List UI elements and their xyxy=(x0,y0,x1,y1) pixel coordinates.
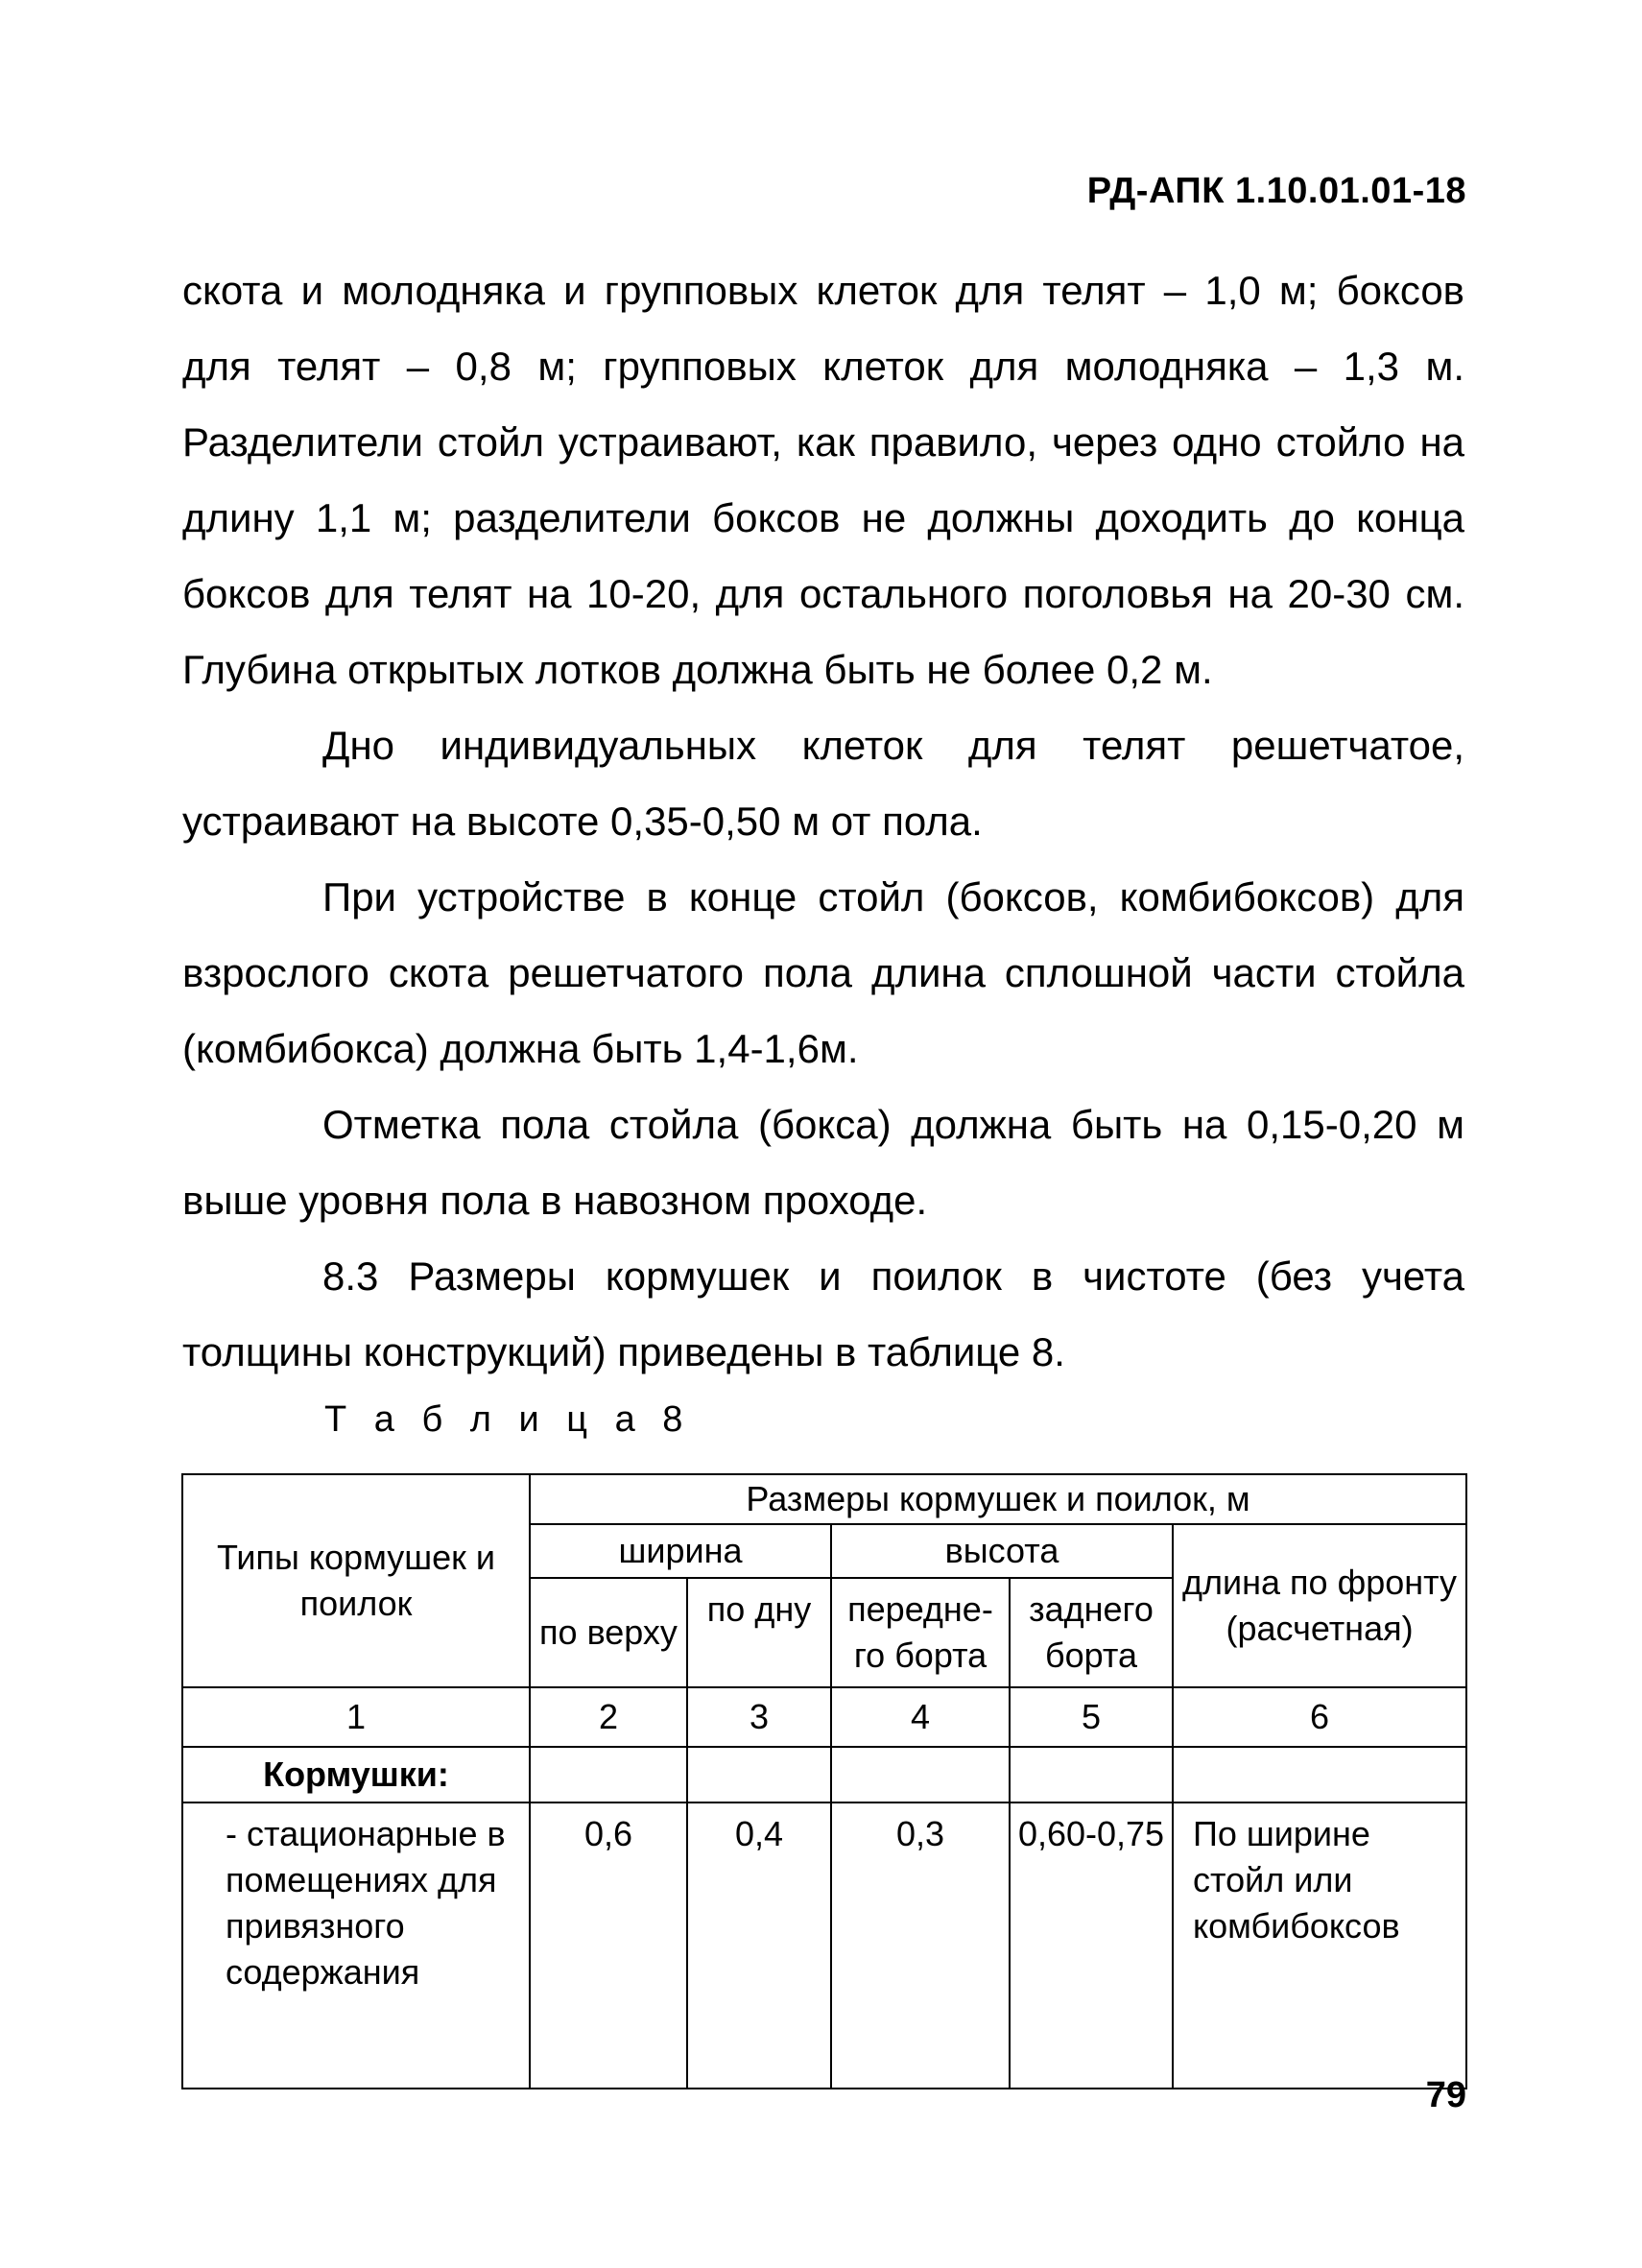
header-height: высота xyxy=(831,1524,1173,1578)
document-code: РД-АПК 1.10.01.01-18 xyxy=(1086,171,1466,211)
empty-cell xyxy=(530,1747,687,1802)
col-number: 4 xyxy=(831,1687,1010,1747)
row-back: 0,60-0,75 xyxy=(1010,1802,1173,2089)
row-type: - стационарные в помещениях для привязного содержания xyxy=(182,1802,530,2089)
empty-cell xyxy=(687,1747,831,1802)
row-bottom: 0,4 xyxy=(687,1802,831,2089)
header-length: длина по фронту (расчетная) xyxy=(1173,1524,1466,1687)
header-bottom: по дну xyxy=(687,1578,831,1687)
row-front: 0,3 xyxy=(831,1802,1010,2089)
header-back: заднего борта xyxy=(1010,1578,1173,1687)
header-group: Размеры кормушек и поилок, м xyxy=(530,1474,1466,1524)
paragraph-2: Дно индивидуальных клеток для телят решетчатое, устраивают на высоте 0,35-0,50 м от пола. xyxy=(182,723,1464,844)
header-width: ширина xyxy=(530,1524,831,1578)
empty-cell xyxy=(1010,1747,1173,1802)
empty-cell xyxy=(831,1747,1010,1802)
paragraph-3: При устройстве в конце стойл (боксов, комбибоксов) для взрослого скота решетчатого пола длина сплошной части стойла (комбибокса) должна быть 1,4-1,6м. xyxy=(182,874,1464,1071)
col-number: 1 xyxy=(182,1687,530,1747)
col-number: 5 xyxy=(1010,1687,1173,1747)
table-8 xyxy=(181,1473,1467,2089)
empty-cell xyxy=(1173,1747,1466,1802)
header-type: Типы кормушек и поилок xyxy=(182,1474,530,1687)
col-number: 6 xyxy=(1173,1687,1466,1747)
col-number: 3 xyxy=(687,1687,831,1747)
row-top: 0,6 xyxy=(530,1802,687,2089)
header-top: по верху xyxy=(530,1578,687,1687)
section-label: Кормушки: xyxy=(182,1747,530,1802)
paragraph-5: 8.3 Размеры кормушек и поилок в чистоте (без учета толщины конструкций) приведены в таблице 8. xyxy=(182,1253,1464,1374)
row-length: По ширине стойл или комбибоксов xyxy=(1173,1802,1466,2089)
col-number: 2 xyxy=(530,1687,687,1747)
paragraph-4: Отметка пола стойла (бокса) должна быть на 0,15-0,20 м выше уровня пола в навозном проходе. xyxy=(182,1102,1464,1223)
body-text xyxy=(182,252,1464,1390)
page-number: 79 xyxy=(1425,2075,1466,2115)
paragraph-1: скота и молодняка и групповых клеток для телят – 1,0 м; боксов для телят – 0,8 м; групповых клеток для молодняка – 1,3 м. Разделители стойл устраивают, как правило, через одно стойло на длину 1,1 м; разделители боксов не должны доходить до конца боксов для телят на 10-20, для остального поголовья на 20-30 см. Глубина открытых лотков должна быть не более 0,2 м. xyxy=(182,268,1464,692)
header-front: передне-го борта xyxy=(831,1578,1010,1687)
table-caption: Т а б л и ц а 8 xyxy=(324,1399,692,1440)
table-row xyxy=(182,1802,1466,2089)
